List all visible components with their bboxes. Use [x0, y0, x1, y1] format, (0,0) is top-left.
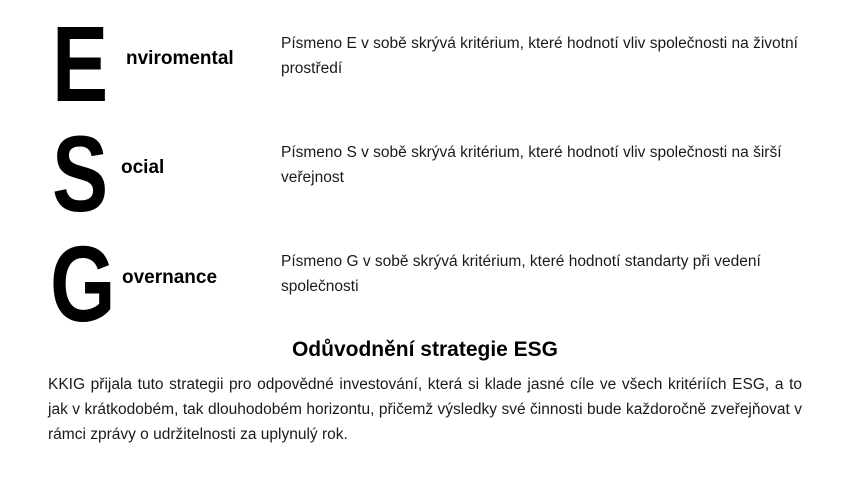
description-environmental: Písmeno E v sobě skrývá kritérium, které hodnotí vliv společnosti na životní prostředí: [281, 35, 798, 77]
word-social: ocial: [121, 157, 165, 178]
description-governance: Písmeno G v sobě skrývá kritérium, které hodnotí standarty při vedení společnosti: [281, 253, 761, 295]
big-letter-e: E: [52, 3, 109, 124]
justification-heading: Odůvodnění strategie ESG: [291, 338, 559, 361]
big-letter-s: S: [52, 113, 109, 234]
justification-paragraph: KKIG přijala tuto strategii pro odpovědné investování, která si klade jasné cíle ve všech kritériích ESG, a to jak v krátkodobém, tak dlouhodobém horizontu, přičemž výsledky své činnosti bude každoročně zveřejňovat v rámci zprávy o udržitelnosti za uplynulý rok.: [48, 376, 802, 443]
big-letter-g: G: [50, 223, 116, 344]
word-governance: overnance: [122, 267, 218, 288]
word-environmental: nviromental: [126, 48, 234, 69]
description-social: Písmeno S v sobě skrývá kritérium, které hodnotí vliv společnosti na širší veřejnost: [281, 144, 782, 186]
